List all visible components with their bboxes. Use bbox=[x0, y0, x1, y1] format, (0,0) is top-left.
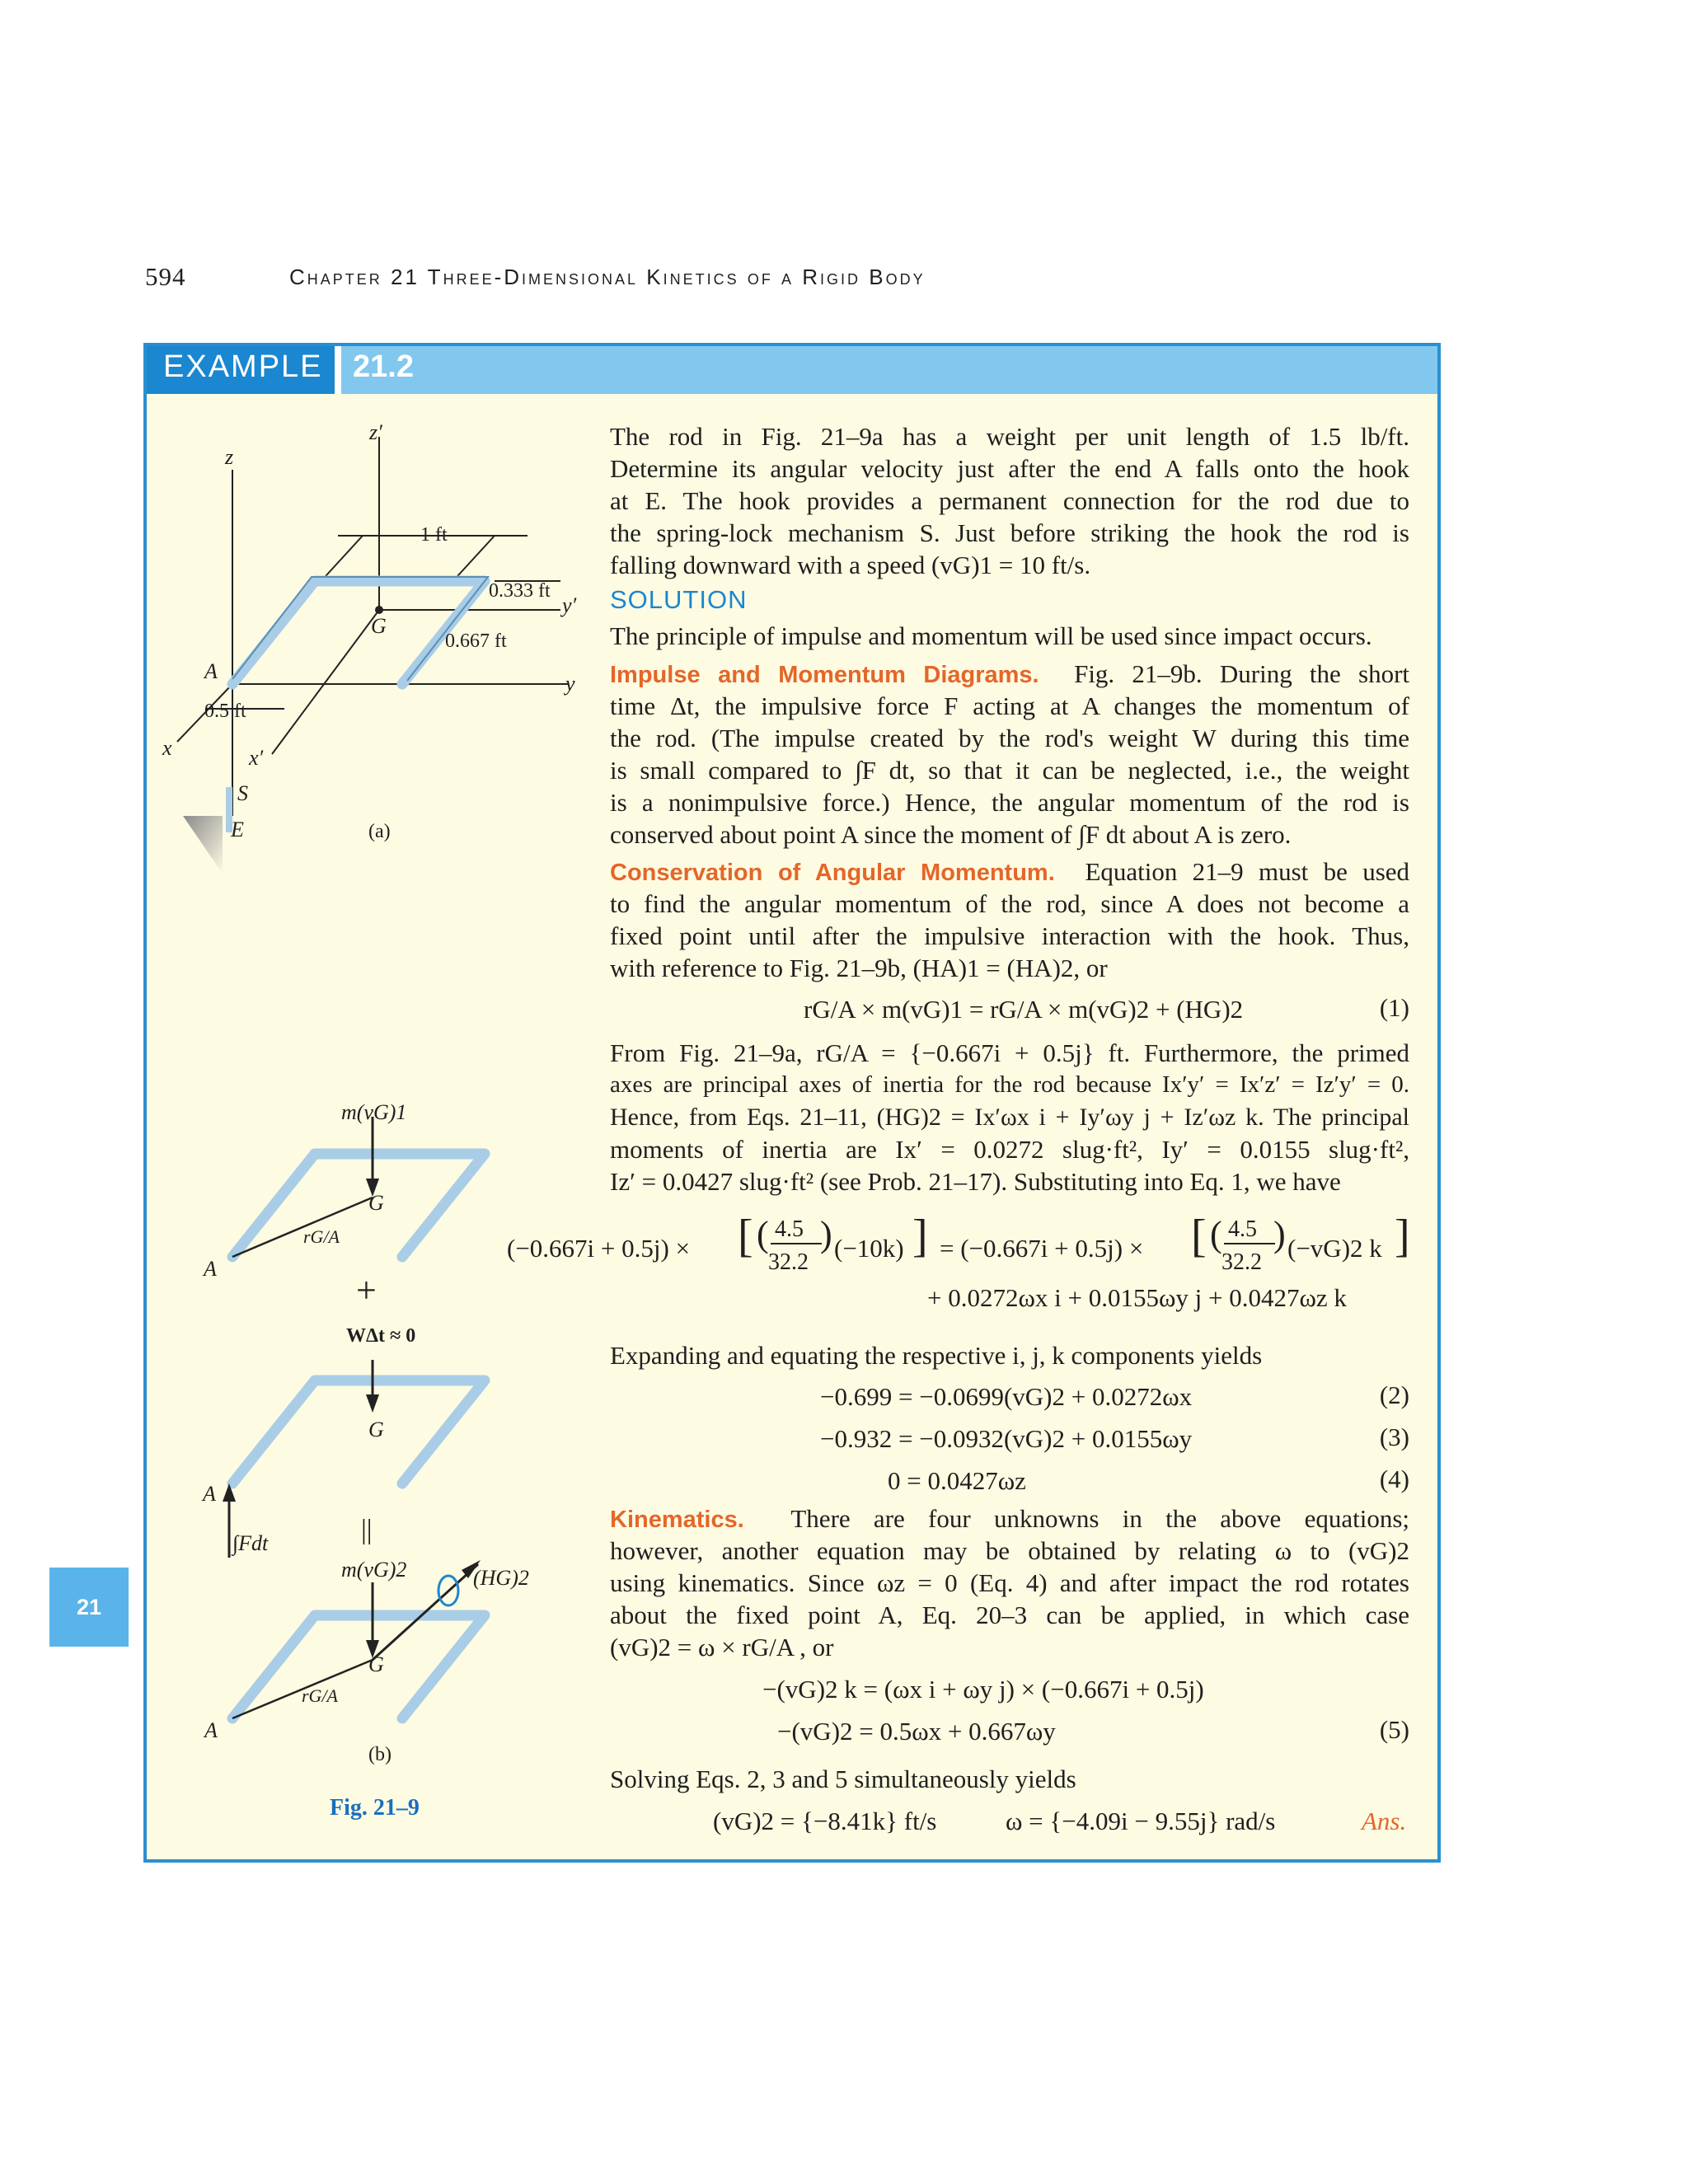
page-number: 594 bbox=[145, 262, 186, 291]
equation-5-number: (5) bbox=[1379, 1715, 1409, 1744]
label-mvg1: m(vG)1 bbox=[341, 1100, 407, 1124]
label-g-b2: G bbox=[368, 1418, 384, 1441]
problem-line-5: falling downward with a speed (vG)1 = 10 ft/s. bbox=[610, 551, 1091, 579]
dim-0333: 0.333 ft bbox=[489, 580, 551, 602]
solving-text: Solving Eqs. 2, 3 and 5 simultaneously yields bbox=[610, 1765, 1076, 1793]
kinematics-line-5: (vG)2 = ω × rG/A , or bbox=[610, 1633, 834, 1661]
label-g-a: G bbox=[371, 614, 387, 638]
label-hg2: (HG)2 bbox=[473, 1566, 529, 1590]
impulse-line-6: conserved about point A since the moment of ∫F dt about A is zero. bbox=[610, 820, 1292, 849]
label-e: E bbox=[231, 818, 244, 841]
chapter-tab: 21 bbox=[49, 1568, 129, 1647]
label-fdt: ∫Fdt bbox=[232, 1531, 269, 1555]
impulse-text-1: Fig. 21–9b. During the short bbox=[1074, 659, 1410, 688]
kinematics-line-2: however, another equation may be obtained by relating ω to (vG)2 bbox=[610, 1536, 1409, 1565]
impulse-line-2: time Δt, the impulsive force F acting at A changes the momentum of bbox=[610, 691, 1409, 720]
answer-omega: ω = {−4.09i − 9.55j} rad/s bbox=[1006, 1807, 1276, 1835]
label-x: x bbox=[162, 736, 172, 760]
label-part-b: (b) bbox=[368, 1744, 392, 1765]
problem-line-1: The rod in Fig. 21–9a has a weight per unit length of 1.5 lb/ft. bbox=[610, 422, 1409, 451]
label-x-prime: x′ bbox=[249, 746, 264, 770]
big-eq-l-term: (−10k) bbox=[834, 1234, 904, 1263]
kinematics-line-4: about the fixed point A, Eq. 20–3 can be applied, in which case bbox=[610, 1601, 1409, 1629]
frac-bar-2 bbox=[1224, 1243, 1275, 1244]
problem-line-4: the spring-lock mechanism S. Just before striking the hook the rod is bbox=[610, 518, 1409, 547]
frac-den-1: 32.2 bbox=[768, 1249, 809, 1275]
frac-den-2: 32.2 bbox=[1221, 1249, 1262, 1275]
answer-vg: (vG)2 = {−8.41k} ft/s bbox=[713, 1807, 937, 1835]
equation-4-number: (4) bbox=[1379, 1465, 1409, 1493]
label-wdt: WΔt ≈ 0 bbox=[346, 1325, 416, 1347]
principal-line-1: From Fig. 21–9a, rG/A = {−0.667i + 0.5j} ft. Furthermore, the primed bbox=[610, 1038, 1409, 1067]
conservation-line-3: fixed point until after the impulsive interaction with the hook. Thus, bbox=[610, 921, 1409, 950]
dim-05: 0.5 ft bbox=[204, 701, 246, 722]
problem-line-3: at E. The hook provides a permanent connection for the rod due to bbox=[610, 486, 1409, 515]
label-g-b3: G bbox=[368, 1652, 384, 1676]
label-z-prime: z′ bbox=[369, 420, 382, 444]
conservation-line-1 bbox=[610, 855, 1409, 889]
bracket-open-2: [ bbox=[1191, 1211, 1207, 1262]
label-g-b1: G bbox=[368, 1191, 384, 1215]
solution-heading: SOLUTION bbox=[610, 585, 748, 614]
equation-5a: −(vG)2 k = (ωx i + ωy j) × (−0.667i + 0.5j) bbox=[762, 1675, 1204, 1704]
dim-0667: 0.667 ft bbox=[445, 630, 507, 652]
bracket-open-1: [ bbox=[738, 1211, 753, 1262]
paren-close-2: ) bbox=[1273, 1214, 1286, 1254]
label-a-b1: A bbox=[204, 1257, 217, 1281]
equation-4: 0 = 0.0427ωz bbox=[888, 1466, 1026, 1495]
kinematics-text-1: There are four unknowns in the above equations; bbox=[790, 1504, 1409, 1533]
paren-close-1: ) bbox=[820, 1214, 832, 1254]
kinematics-line-3: using kinematics. Since ωz = 0 (Eq. 4) and after impact the rod rotates bbox=[610, 1568, 1409, 1597]
label-plus: + bbox=[356, 1270, 377, 1310]
impulse-line-3: the rod. (The impulse created by the rod's weight W during this time bbox=[610, 724, 1409, 752]
answer-label: Ans. bbox=[1362, 1807, 1407, 1835]
big-eq-left: (−0.667i + 0.5j) × bbox=[507, 1234, 691, 1263]
label-z: z bbox=[225, 445, 234, 469]
label-y-prime: y′ bbox=[562, 593, 577, 617]
label-a-b2: A bbox=[203, 1482, 216, 1506]
solution-intro: The principle of impulse and momentum will be used since impact occurs. bbox=[610, 621, 1372, 650]
principal-line-4: moments of inertia are Ix′ = 0.0272 slug·ft², Iy′ = 0.0155 slug·ft², bbox=[610, 1135, 1409, 1164]
equation-1-number: (1) bbox=[1379, 993, 1409, 1022]
paren-open-2: ( bbox=[1210, 1214, 1222, 1254]
equation-2-number: (2) bbox=[1379, 1380, 1409, 1409]
center-g-a bbox=[375, 606, 383, 614]
expanding-text: Expanding and equating the respective i, j, k components yields bbox=[610, 1341, 1263, 1370]
impulse-line-4: is small compared to ∫F dt, so that it can be neglected, i.e., the weight bbox=[610, 756, 1409, 785]
kinematics-heading: Kinematics. bbox=[610, 1507, 744, 1533]
big-eq-line-2: + 0.0272ωx i + 0.0155ωy j + 0.0427ωz k bbox=[927, 1283, 1347, 1312]
impulse-line-1 bbox=[610, 658, 1409, 691]
frac-num-2: 4.5 bbox=[1228, 1216, 1257, 1242]
paren-open-1: ( bbox=[757, 1214, 769, 1254]
conservation-heading: Conservation of Angular Momentum. bbox=[610, 860, 1055, 886]
label-rga-1: rG/A bbox=[303, 1226, 340, 1247]
principal-line-2: axes are principal axes of inertia for the rod because Ix′y′ = Ix′z′ = Iz′y′ = 0. bbox=[610, 1071, 1409, 1098]
example-number: 21.2 bbox=[353, 349, 414, 384]
conservation-text-1: Equation 21–9 must be used bbox=[1085, 857, 1410, 886]
rod-b2 bbox=[232, 1380, 485, 1483]
label-y: y bbox=[565, 672, 575, 696]
label-part-a: (a) bbox=[368, 821, 391, 842]
bracket-close-1: ] bbox=[912, 1211, 928, 1262]
example-label: EXAMPLE bbox=[147, 346, 335, 394]
chapter-header: Chapter 21 Three-Dimensional Kinetics of a Rigid Body bbox=[289, 265, 926, 289]
conservation-line-4: with reference to Fig. 21–9b, (HA)1 = (HA)2, or bbox=[610, 954, 1108, 982]
label-mvg2: m(vG)2 bbox=[341, 1558, 407, 1582]
equation-5b: −(vG)2 = 0.5ωx + 0.667ωy bbox=[777, 1717, 1056, 1746]
big-eq-mid: = (−0.667i + 0.5j) × bbox=[940, 1234, 1144, 1263]
label-a-a: A bbox=[204, 659, 218, 683]
impulse-line-5: is a nonimpulsive force.) Hence, the angular momentum of the rod is bbox=[610, 788, 1409, 817]
big-eq-r-term: (−vG)2 k bbox=[1287, 1234, 1382, 1263]
problem-line-2: Determine its angular velocity just after the end A falls onto the hook bbox=[610, 454, 1409, 483]
figure-caption: Fig. 21–9 bbox=[330, 1795, 420, 1821]
equation-3: −0.932 = −0.0932(vG)2 + 0.0155ωy bbox=[820, 1424, 1193, 1453]
kinematics-line-1 bbox=[610, 1502, 1409, 1536]
frac-num-1: 4.5 bbox=[775, 1216, 804, 1242]
label-s: S bbox=[237, 781, 248, 805]
equation-3-number: (3) bbox=[1379, 1422, 1409, 1451]
label-rga-2: rG/A bbox=[302, 1685, 338, 1706]
equation-1: rG/A × m(vG)1 = rG/A × m(vG)2 + (HG)2 bbox=[804, 995, 1244, 1024]
frac-bar-1 bbox=[771, 1243, 822, 1244]
principal-line-5: Iz′ = 0.0427 slug·ft² (see Prob. 21–17). Substituting into Eq. 1, we have bbox=[610, 1167, 1341, 1196]
impulse-heading: Impulse and Momentum Diagrams. bbox=[610, 662, 1039, 688]
principal-line-3: Hence, from Eqs. 21–11, (HG)2 = Ix′ωx i + Iy′ωy j + Iz′ωz k. The principal bbox=[610, 1104, 1409, 1131]
label-a-b3: A bbox=[204, 1718, 218, 1742]
label-equals: || bbox=[361, 1515, 373, 1545]
equation-2: −0.699 = −0.0699(vG)2 + 0.0272ωx bbox=[820, 1382, 1193, 1411]
wall-e bbox=[183, 816, 223, 874]
bracket-close-2: ] bbox=[1395, 1211, 1410, 1262]
dim-1ft: 1 ft bbox=[420, 524, 448, 546]
conservation-line-2: to find the angular momentum of the rod, since A does not become a bbox=[610, 889, 1409, 918]
